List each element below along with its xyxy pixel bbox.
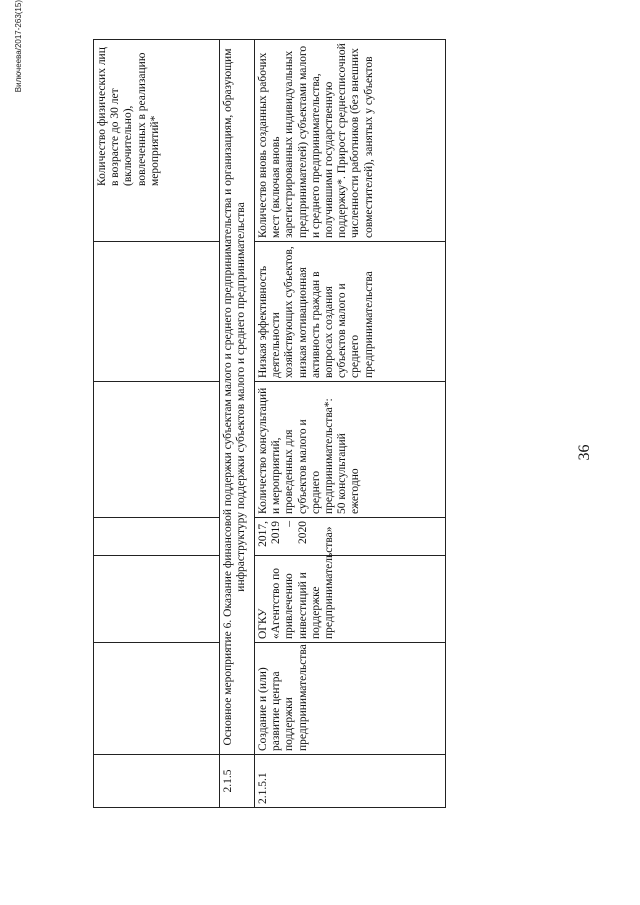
executor: ОГКУ «Агентство по привлечению инвестиций и поддержке предпринимательства» [255, 556, 446, 643]
section-title: Основное мероприятие 6. Оказание финансовой поддержки субъектам малого и среднего предпринимательства и организациям, образующим инфраструктуру поддержки субъектов малого и среднего предпринимательства [220, 40, 255, 755]
program-table [93, 39, 446, 808]
cell-empty [94, 382, 220, 518]
table-row-activity [255, 40, 446, 808]
expected-result: Количество консультаций и мероприятий, проведенных для субъектов малого и среднего предпринимательства*: 50 консультаций ежегодно [255, 382, 446, 518]
activity-name: Создание и (или) развитие центра поддержки предпринимательства [255, 643, 446, 755]
cell-empty [94, 643, 220, 755]
activity-number: 2.1.5.1 [255, 755, 446, 808]
indicators: Количество вновь созданных рабочих мест (включая вновь зарегистрированных индивидуальных предпринимателей) субъектами малого и среднего предпринимательства, получившими государственную поддержку*. Прирост среднесписочной численности работников (без внешних совместителей), занятых у субъектов [255, 40, 446, 242]
cell-empty [94, 242, 220, 382]
page-number: 36 [576, 444, 593, 461]
section-header-row [220, 40, 255, 808]
indicator-cell [94, 40, 220, 242]
footer-code: Вилючеева/2017-263(15) [14, 0, 23, 93]
cell-empty [94, 518, 220, 556]
table-row-continued [94, 40, 220, 808]
indicator-text: Количество физических лиц в возрасте до 30 лет (включительно), вовлеченных в реализацию мероприятий* [96, 47, 161, 186]
cell-empty [94, 755, 220, 808]
cell-empty [94, 556, 220, 643]
period: 2017, 2019 – 2020 [255, 518, 446, 556]
section-number: 2.1.5 [220, 755, 255, 808]
consequences: Низкая эффективность деятельности хозяйствующих субъектов, низкая мотивационная активность граждан в вопросах создания субъектов малого и среднего предпринимательства [255, 242, 446, 382]
